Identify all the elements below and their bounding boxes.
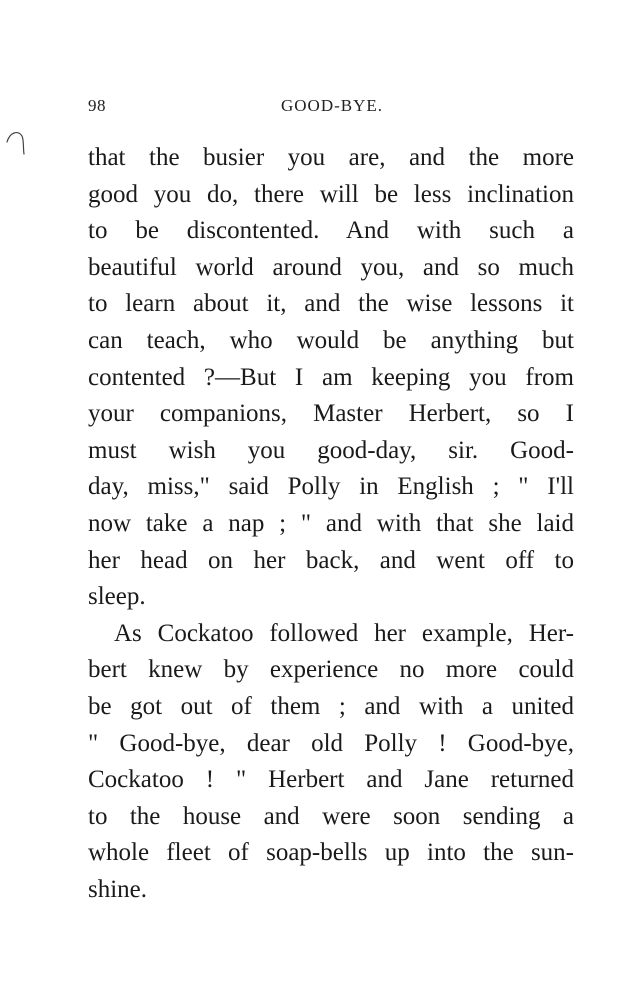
pencil-mark-icon xyxy=(4,128,28,168)
text-line: bert knew by experience no more could xyxy=(88,656,574,684)
text-line: sleep. xyxy=(88,583,146,611)
text-line: " Good-bye, dear old Polly ! Good-bye, xyxy=(88,729,574,757)
text-line: must wish you good-day, sir. Good- xyxy=(88,436,574,464)
text-line: can teach, who would be anything but xyxy=(88,326,574,354)
text-line: As Cockatoo followed her example, Her- xyxy=(114,619,574,647)
page-number: 98 xyxy=(88,96,106,115)
text-line: contented ?—But I am keeping you from xyxy=(88,363,574,391)
text-line: whole fleet of soap-bells up into the sun- xyxy=(88,839,574,867)
paragraph xyxy=(88,140,574,616)
text-line: that the busier you are, and the more xyxy=(88,144,574,171)
text-line: now take a nap ; " and with that she laid xyxy=(88,509,574,537)
text-line: be got out of them ; and with a united xyxy=(88,692,574,720)
running-title: GOOD-BYE. xyxy=(280,96,384,115)
body-text xyxy=(88,140,574,908)
text-line: to learn about it, and the wise lessons it xyxy=(88,290,574,318)
paragraph xyxy=(88,616,574,909)
text-line: day, miss," said Polly in English ; " I'll xyxy=(88,473,574,501)
text-line: shine. xyxy=(88,875,148,903)
text-line: your companions, Master Herbert, so I xyxy=(88,400,574,428)
running-head xyxy=(88,96,576,120)
text-line: Cockatoo ! " Herbert and Jane returned xyxy=(88,766,574,794)
text-line: to the house and were soon sending a xyxy=(88,802,574,830)
text-line: her head on her back, and went off to xyxy=(88,546,574,574)
text-line: to be discontented. And with such a xyxy=(88,217,574,245)
text-line: good you do, there will be less inclination xyxy=(88,180,574,208)
text-line: beautiful world around you, and so much xyxy=(88,253,574,281)
